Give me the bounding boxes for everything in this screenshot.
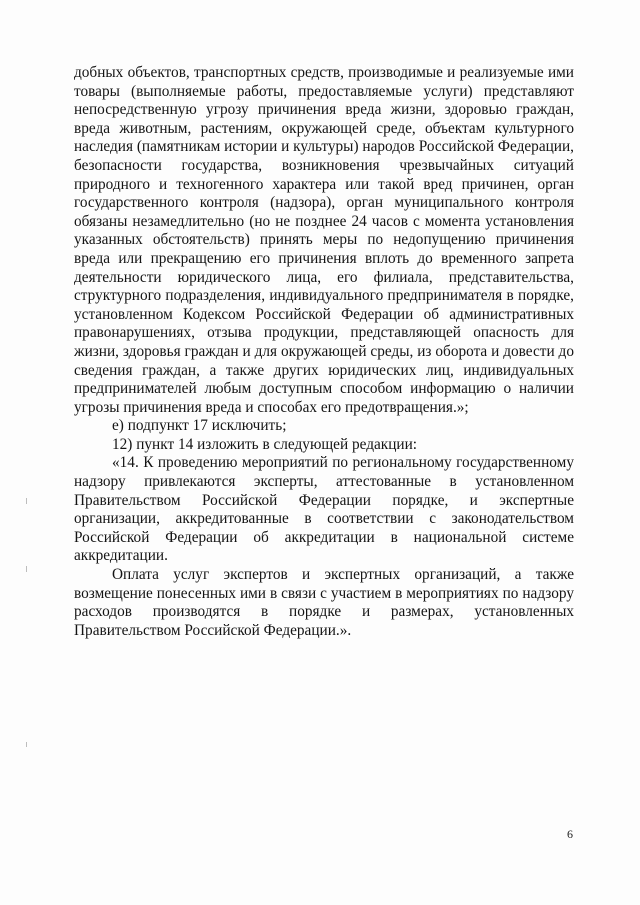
paragraph-subitem-e: е) подпункт 17 исключить; [112, 417, 287, 435]
document-body [74, 64, 574, 640]
paragraph-item-12: 12) пункт 14 изложить в следующей редакции: [112, 435, 418, 453]
scan-artifact-mark [26, 566, 27, 572]
page-number: 6 [567, 827, 573, 841]
paragraph-payment: Оплата услуг экспертов и экспертных организаций, а также возмещение понесенных ими в связи с участием в мероприятиях по надзору расходов производятся в порядке и размерах, установленных Правительством Российской Федерации.». [74, 566, 574, 639]
scan-artifact-mark [26, 498, 27, 504]
paragraph-continuation: добных объектов, транспортных средств, производимые и реализуемые ими товары (выполняемые работы, предоставляемые услуги) представляют непосредственную угрозу причинения вреда жизни, здоровью граждан, вреда животным, растениям, окружающей среде, объектам культурного наследия (памятникам истории и культуры) народов Российской Федерации, безопасности государства, возникновения чрезвычайных ситуаций природного и техногенного характера или такой вред причинен, орган государственного контроля (надзора), орган муниципального контроля обязаны незамедлительно (но не позднее 24 часов с момента установления указанных обстоятельств) принять меры по недопущению причинения вреда или прекращению его причинения вплоть до временного запрета деятельности юридического лица, его филиала, представительства, структурного подразделения, индивидуального предпринимателя в порядке, установленном Кодексом Российской Федерации об административных правонарушениях, отзыва продукции, представляющей опасность для жизни, здоровья граждан и для окружающей среды, из оборота и довести до сведения граждан, а также других юридических лиц, индивидуальных предпринимателей любым доступным способом информацию о наличии угрозы причинения вреда и способах его предотвращения.»; [74, 64, 574, 416]
paragraph-item-14-text: «14. К проведению мероприятий по региональному государственному надзору привлекаются эксперты, аттестованные в установленном Правительством Российской Федерации порядке, и экспертные организации, аккредитованные в соответствии с законодательством Российской Федерации об аккредитации в национальной системе аккредитации. [74, 454, 574, 565]
scan-artifact-mark [26, 742, 27, 747]
